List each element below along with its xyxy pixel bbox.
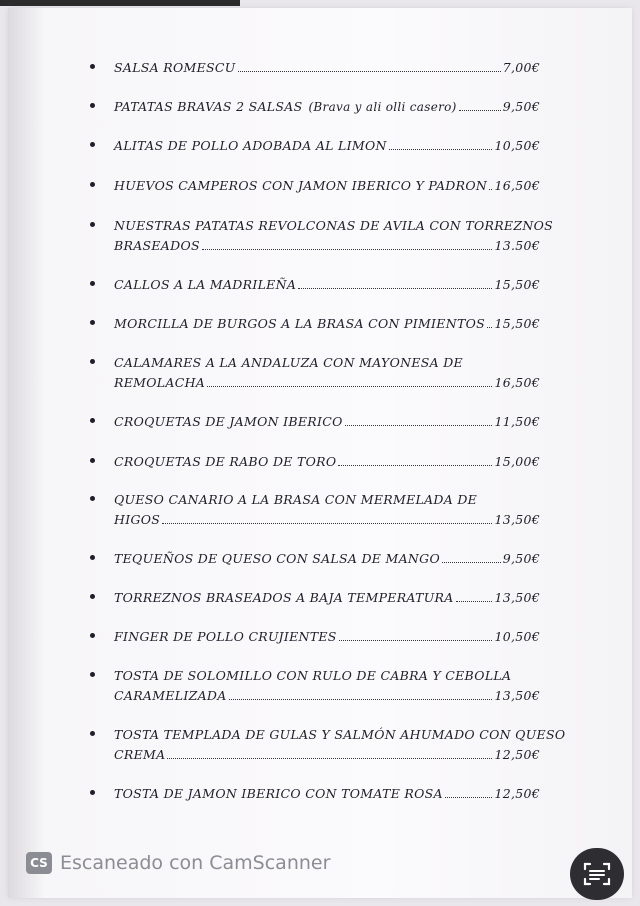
camscanner-watermark bbox=[26, 852, 330, 874]
leader-dots bbox=[445, 786, 493, 798]
item-price: 9,50€ bbox=[502, 99, 540, 114]
leader-dots bbox=[459, 99, 501, 111]
bullet-icon bbox=[90, 103, 95, 108]
menu-item bbox=[94, 58, 540, 78]
leader-dots bbox=[207, 375, 492, 387]
item-name-continued: REMOLACHA bbox=[114, 375, 206, 390]
item-name-continued: CREMA bbox=[114, 747, 166, 762]
menu-item bbox=[94, 490, 540, 530]
menu-item bbox=[94, 666, 540, 706]
camscanner-logo-icon: CS bbox=[26, 852, 52, 874]
item-name-continued: BRASEADOS bbox=[114, 238, 200, 253]
item-price: 13.50€ bbox=[494, 238, 540, 253]
item-price: 12,50€ bbox=[494, 786, 540, 801]
item-price: 7,00€ bbox=[502, 60, 540, 75]
bullet-icon bbox=[90, 731, 95, 736]
item-price: 13,50€ bbox=[494, 688, 540, 703]
bullet-icon bbox=[90, 182, 95, 187]
item-price: 15,50€ bbox=[494, 277, 540, 292]
menu-item bbox=[94, 725, 566, 765]
item-price: 13,50€ bbox=[494, 590, 540, 605]
leader-dots bbox=[162, 512, 492, 524]
bullet-icon bbox=[90, 633, 95, 638]
leader-dots bbox=[338, 454, 492, 466]
item-name: MORCILLA DE BURGOS A LA BRASA CON PIMIENTOS bbox=[114, 316, 485, 331]
item-name: TOSTA TEMPLADA DE GULAS Y SALMÓN AHUMADO CON QUESO bbox=[114, 727, 566, 742]
item-name: QUESO CANARIO A LA BRASA CON MERMELADA DE bbox=[114, 492, 478, 507]
item-name: CROQUETAS DE RABO DE TORO bbox=[114, 454, 337, 469]
item-price: 10,50€ bbox=[494, 629, 540, 644]
leader-dots bbox=[202, 238, 493, 250]
menu-item bbox=[94, 275, 540, 295]
menu-item bbox=[94, 314, 540, 334]
bullet-icon bbox=[90, 222, 95, 227]
leader-dots bbox=[389, 138, 493, 150]
bullet-icon bbox=[90, 672, 95, 677]
menu-item bbox=[94, 627, 540, 647]
menu-item bbox=[94, 176, 540, 196]
item-name: TEQUEÑOS DE QUESO CON SALSA DE MANGO bbox=[114, 551, 440, 566]
bullet-icon bbox=[90, 281, 95, 286]
item-name: CALLOS A LA MADRILEÑA bbox=[114, 277, 297, 292]
leader-dots bbox=[229, 688, 493, 700]
bullet-icon bbox=[90, 790, 95, 795]
bullet-icon bbox=[90, 64, 95, 69]
bullet-icon bbox=[90, 594, 95, 599]
item-name: SALSA ROMESCU bbox=[114, 60, 236, 75]
item-price: 16,50€ bbox=[494, 375, 540, 390]
watermark-label: Escaneado con CamScanner bbox=[60, 852, 331, 874]
item-price: 10,50€ bbox=[494, 138, 540, 153]
leader-dots bbox=[442, 551, 501, 563]
leader-dots bbox=[345, 414, 493, 426]
bullet-icon bbox=[90, 418, 95, 423]
leader-dots bbox=[489, 178, 492, 190]
menu-item bbox=[94, 97, 540, 117]
item-name: HUEVOS CAMPEROS CON JAMON IBERICO Y PADRON bbox=[114, 178, 488, 193]
item-name-continued: CARAMELIZADA bbox=[114, 688, 227, 703]
menu-item bbox=[94, 412, 540, 432]
bullet-icon bbox=[90, 458, 95, 463]
item-name: TOSTA DE JAMON IBERICO CON TOMATE ROSA bbox=[114, 786, 443, 801]
leader-dots bbox=[238, 60, 501, 72]
item-name: TORREZNOS BRASEADOS A BAJA TEMPERATURA bbox=[114, 590, 454, 605]
menu-item bbox=[94, 452, 540, 472]
leader-dots bbox=[456, 590, 493, 602]
item-note: (Brava y ali olli casero) bbox=[308, 100, 457, 114]
scan-icon bbox=[583, 861, 611, 887]
item-price: 15,50€ bbox=[494, 316, 540, 331]
item-name-continued: HIGOS bbox=[114, 512, 161, 527]
item-price: 13,50€ bbox=[494, 512, 540, 527]
bullet-icon bbox=[90, 320, 95, 325]
scan-edge bbox=[0, 0, 240, 6]
item-name: CROQUETAS DE JAMON IBERICO bbox=[114, 414, 343, 429]
item-name: TOSTA DE SOLOMILLO CON RULO DE CABRA Y CEBOLLA bbox=[114, 668, 512, 683]
menu-item bbox=[94, 353, 540, 393]
item-price: 9,50€ bbox=[502, 551, 540, 566]
menu-item bbox=[94, 549, 540, 569]
item-name: FINGER DE POLLO CRUJIENTES bbox=[114, 629, 337, 644]
bullet-icon bbox=[90, 496, 95, 501]
item-price: 12,50€ bbox=[494, 747, 540, 762]
scan-button[interactable] bbox=[570, 848, 624, 900]
leader-dots bbox=[339, 629, 493, 641]
item-name: ALITAS DE POLLO ADOBADA AL LIMON bbox=[114, 138, 387, 153]
bullet-icon bbox=[90, 555, 95, 560]
menu-item bbox=[94, 216, 553, 256]
item-price: 11,50€ bbox=[494, 414, 540, 429]
item-name: CALAMARES A LA ANDALUZA CON MAYONESA DE bbox=[114, 355, 463, 370]
item-price: 16,50€ bbox=[494, 178, 540, 193]
menu-item bbox=[94, 784, 540, 804]
leader-dots bbox=[487, 316, 492, 328]
bullet-icon bbox=[90, 359, 95, 364]
bullet-icon bbox=[90, 142, 95, 147]
item-name: PATATAS BRAVAS 2 SALSAS bbox=[114, 99, 303, 114]
item-price: 15,00€ bbox=[494, 454, 540, 469]
leader-dots bbox=[298, 277, 492, 289]
item-name: NUESTRAS PATATAS REVOLCONAS DE AVILA CON TORREZNOS bbox=[114, 218, 553, 233]
leader-dots bbox=[167, 747, 492, 759]
menu-item bbox=[94, 136, 540, 156]
menu-item bbox=[94, 588, 540, 608]
